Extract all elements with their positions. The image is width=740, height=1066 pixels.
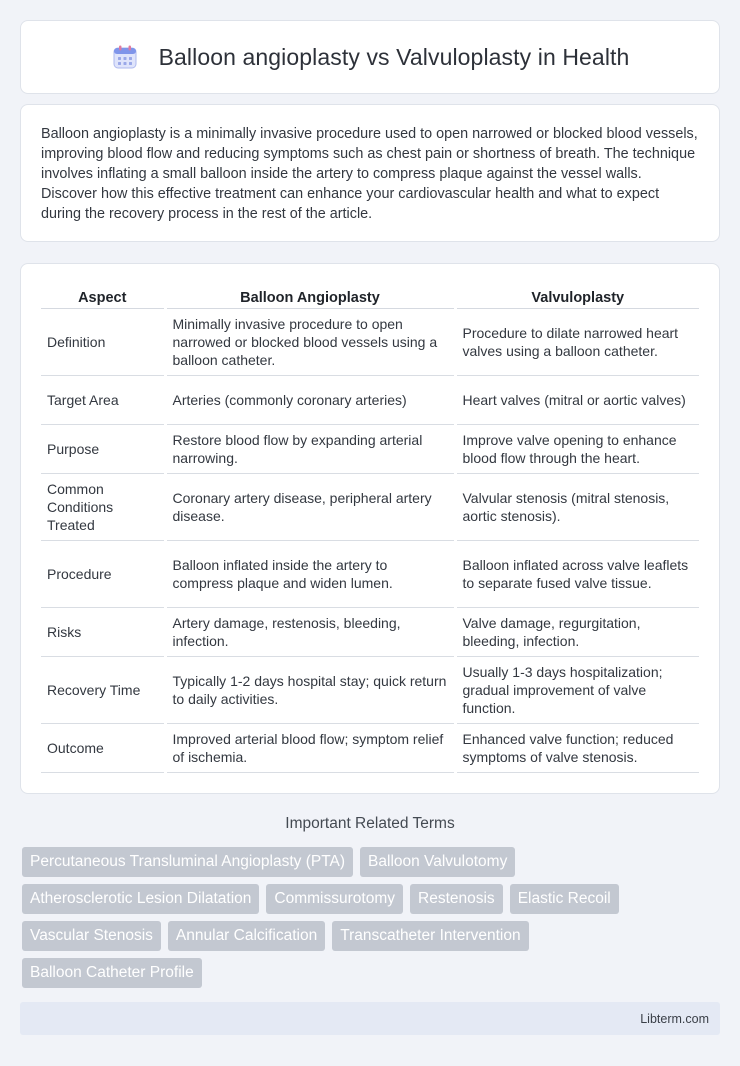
tag-balloon-valvulotomy[interactable]: Balloon Valvulotomy <box>360 847 515 877</box>
tag-row <box>22 921 722 951</box>
row-aspect: Outcome <box>41 723 165 772</box>
related-terms-heading: Important Related Terms <box>285 815 455 832</box>
tag-pta[interactable]: Percutaneous Transluminal Angioplasty (PTA) <box>22 847 353 877</box>
tag-annular-calcification[interactable]: Annular Calcification <box>168 921 325 951</box>
table-row <box>41 308 699 375</box>
tag-balloon-catheter-profile[interactable]: Balloon Catheter Profile <box>22 958 202 988</box>
page-title: Balloon angioplasty vs Valvuloplasty in Health <box>158 43 630 70</box>
row-balloon-angioplasty: Typically 1-2 days hospital stay; quick return to daily activities. <box>165 656 455 723</box>
tag-row <box>22 884 722 914</box>
row-balloon-angioplasty: Balloon inflated inside the artery to compress plaque and widen lumen. <box>165 540 455 607</box>
header <box>111 43 630 71</box>
tag-atherosclerotic-lesion-dilatation[interactable]: Atherosclerotic Lesion Dilatation <box>22 884 259 914</box>
row-balloon-angioplasty: Artery damage, restenosis, bleeding, infection. <box>165 607 455 656</box>
table-row <box>41 375 699 424</box>
footer <box>20 1002 720 1035</box>
row-balloon-angioplasty: Improved arterial blood flow; symptom relief of ischemia. <box>165 723 455 772</box>
column-header-aspect: Aspect <box>41 284 165 308</box>
row-aspect: Definition <box>41 308 165 375</box>
tag-row <box>22 847 722 877</box>
table-row <box>41 656 699 723</box>
row-aspect: Common Conditions Treated <box>41 473 165 540</box>
table-row <box>41 540 699 607</box>
table-row <box>41 723 699 772</box>
column-header-balloon-angioplasty: Balloon Angioplasty <box>165 284 455 308</box>
row-aspect: Purpose <box>41 424 165 473</box>
row-balloon-angioplasty: Arteries (commonly coronary arteries) <box>165 375 455 424</box>
tag-transcatheter-intervention[interactable]: Transcatheter Intervention <box>332 921 528 951</box>
row-balloon-angioplasty: Minimally invasive procedure to open narrowed or blocked blood vessels using a balloon catheter. <box>165 308 455 375</box>
row-valvuloplasty: Procedure to dilate narrowed heart valves using a balloon catheter. <box>455 308 699 375</box>
intro-text: Balloon angioplasty is a minimally invasive procedure used to open narrowed or blocked blood vessels, improving blood flow and reducing symptoms such as chest pain or shortness of breath. The technique involves inflating a small balloon inside the artery to compress plaque against the vessel walls. Discover how this effective treatment can enhance your cardiovascular health and what to expect during the recovery process in the rest of the article. <box>41 126 698 222</box>
table-row <box>41 607 699 656</box>
table-header-row <box>41 284 699 308</box>
related-terms <box>22 847 722 995</box>
row-aspect: Risks <box>41 607 165 656</box>
row-valvuloplasty: Valvular stenosis (mitral stenosis, aortic stenosis). <box>455 473 699 540</box>
row-aspect: Procedure <box>41 540 165 607</box>
row-balloon-angioplasty: Restore blood flow by expanding arterial narrowing. <box>165 424 455 473</box>
row-balloon-angioplasty: Coronary artery disease, peripheral artery disease. <box>165 473 455 540</box>
calendar-icon <box>111 43 139 71</box>
tag-vascular-stenosis[interactable]: Vascular Stenosis <box>22 921 161 951</box>
tag-elastic-recoil[interactable]: Elastic Recoil <box>510 884 619 914</box>
header-card <box>20 20 720 94</box>
comparison-table <box>41 284 699 773</box>
intro-card <box>20 104 720 242</box>
tag-row <box>22 958 722 988</box>
table-row <box>41 424 699 473</box>
tag-commissurotomy[interactable]: Commissurotomy <box>266 884 403 914</box>
row-aspect: Recovery Time <box>41 656 165 723</box>
table-row <box>41 473 699 540</box>
row-valvuloplasty: Usually 1-3 days hospitalization; gradual improvement of valve function. <box>455 656 699 723</box>
footer-site-link[interactable]: Libterm.com <box>640 1011 709 1026</box>
row-aspect: Target Area <box>41 375 165 424</box>
row-valvuloplasty: Improve valve opening to enhance blood flow through the heart. <box>455 424 699 473</box>
comparison-card <box>20 263 720 794</box>
tag-restenosis[interactable]: Restenosis <box>410 884 503 914</box>
row-valvuloplasty: Balloon inflated across valve leaflets to separate fused valve tissue. <box>455 540 699 607</box>
row-valvuloplasty: Enhanced valve function; reduced symptoms of valve stenosis. <box>455 723 699 772</box>
column-header-valvuloplasty: Valvuloplasty <box>455 284 699 308</box>
row-valvuloplasty: Heart valves (mitral or aortic valves) <box>455 375 699 424</box>
row-valvuloplasty: Valve damage, regurgitation, bleeding, infection. <box>455 607 699 656</box>
